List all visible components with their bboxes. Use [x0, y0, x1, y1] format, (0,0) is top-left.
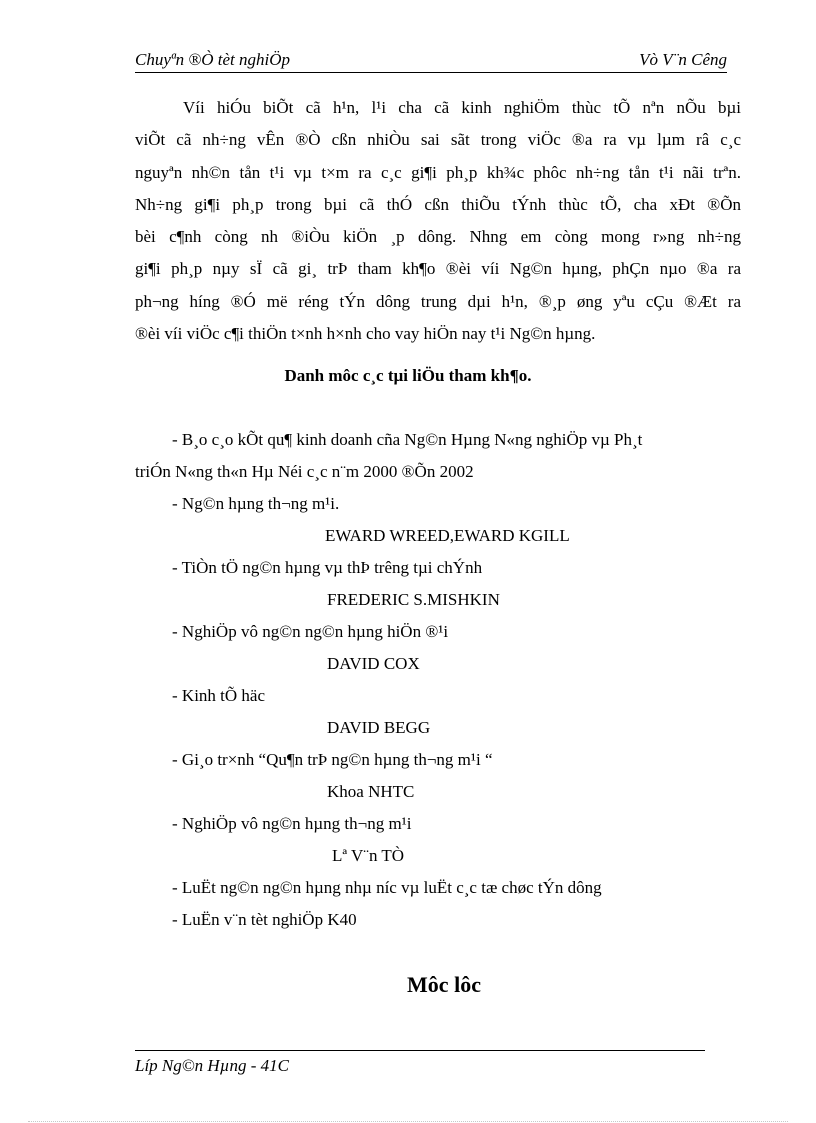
header-author-name: Vò V¨n Cêng	[639, 50, 727, 69]
header-document-type: Chuyªn ®Ò tèt nghiÖp	[135, 50, 291, 69]
reference-item: - NghiÖp vô ng©n ng©n hµng hiÖn ®¹i	[172, 622, 449, 641]
reference-item: - Gi¸o tr×nh “Qu¶n trÞ ng©n hµng th¬ng m¹i “	[172, 750, 493, 769]
table-of-contents-heading: Môc lôc	[407, 972, 481, 997]
footer-class-name: Líp Ng©n Hµng - 41C	[135, 1056, 290, 1075]
conclusion-paragraph	[135, 92, 741, 350]
paragraph-line: ph¬ng híng ®Ó më réng tÝn dông trung dµi h¹n, ®¸p øng yªu cÇu ®Æt ra	[135, 291, 741, 311]
paragraph-line: gi¶i ph¸p nµy sÏ cã gi¸ trÞ tham kh¶o ®èi víi Ng©n hµng, phÇn nµo ®a ra	[135, 259, 741, 279]
reference-item: - Kinh tÕ häc	[172, 686, 266, 705]
paragraph-line: nguyªn nh©n tån t¹i vµ t×m ra c¸c gi¶i ph¸p kh¾c phôc nh÷ng tån t¹i nãi trªn.	[135, 162, 741, 182]
page-break-line	[28, 1121, 788, 1122]
reference-author: DAVID BEGG	[327, 718, 431, 737]
reference-author: EWARD WREED,EWARD KGILL	[325, 526, 570, 545]
reference-item: - TiÒn tÖ ng©n hµng vµ thÞ trêng tµi chÝnh	[172, 558, 483, 577]
reference-item: - LuËn v¨n tèt nghiÖp K40	[172, 910, 357, 929]
reference-author: Khoa NHTC	[327, 782, 415, 801]
reference-author: FREDERIC S.MISHKIN	[327, 590, 500, 609]
references-heading: Danh môc c¸c tµi liÖu tham kh¶o.	[284, 366, 532, 385]
paragraph-line: ®èi víi viÖc c¶i thiÖn t×nh h×nh cho vay hiÖn nay t¹i Ng©n hµng.	[135, 324, 596, 344]
reference-author: Lª V¨n TÒ	[332, 846, 405, 865]
reference-item: - B¸o c¸o kÕt qu¶ kinh doanh cña Ng©n Hµng N«ng nghiÖp vµ Ph¸t	[172, 430, 643, 449]
footer-divider	[135, 1050, 705, 1051]
paragraph-line: Víi hiÓu biÕt cã h¹n, l¹i cha cã kinh nghiÖm thùc tÕ nªn nÕu bµi	[183, 98, 741, 117]
reference-item-continuation: triÓn N«ng th«n Hµ Néi c¸c n¨m 2000 ®Õn 2002	[135, 462, 474, 481]
reference-item: - NghiÖp vô ng©n hµng th¬ng m¹i	[172, 814, 412, 833]
paragraph-line: viÕt cã nh÷ng vÊn ®Ò cßn nhiÒu sai sãt trong viÖc ®a ra vµ lµm râ c¸c	[135, 130, 741, 150]
reference-author: DAVID COX	[327, 654, 420, 673]
paragraph-line: bèi c¶nh còng nh ®iÒu kiÖn ¸p dông. Nhng em còng mong r»ng nh÷ng	[135, 227, 741, 247]
reference-item: - Ng©n hµng th¬ng m¹i.	[172, 494, 340, 513]
paragraph-line: Nh÷ng gi¶i ph¸p trong bµi cã thÓ cßn thiÕu tÝnh thùc tÕ, cha xÐt ®Õn	[135, 194, 741, 214]
page-header	[135, 48, 727, 73]
reference-item: - LuËt ng©n ng©n hµng nhµ níc vµ luËt c¸c tæ chøc tÝn dông	[172, 878, 602, 897]
